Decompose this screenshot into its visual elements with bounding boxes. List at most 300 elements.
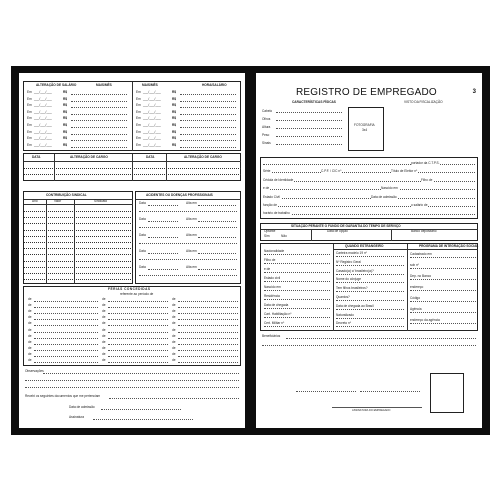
change-header: DATA	[32, 155, 41, 159]
accident-line	[198, 269, 236, 270]
vacation-row-label: de	[28, 351, 32, 356]
physical-field: Sinais	[262, 141, 271, 145]
accident-field: Data	[139, 201, 146, 205]
foreigner-mid-field: Tem filhos brasileiros?	[336, 286, 368, 291]
physical-line	[276, 128, 342, 129]
salary-row-line	[180, 107, 236, 108]
physical-line	[276, 144, 342, 145]
salary-row-currency: R$	[63, 136, 68, 141]
salary-row-line	[180, 134, 236, 135]
union-row-line	[24, 242, 133, 243]
salary-row-currency: R$	[172, 103, 177, 108]
foreigner-title: QUANDO ESTRANGEIRO	[345, 244, 384, 248]
pis-line	[410, 268, 476, 269]
accident-field: Alta em	[186, 249, 197, 253]
union-col: Sindicato	[94, 199, 108, 203]
salary-row-date: ___/___/___	[143, 96, 161, 101]
foreigner-mid-field: Quantos?	[336, 295, 350, 299]
vacation-row-label: de	[102, 358, 106, 362]
vacation-row-label: de	[172, 303, 176, 308]
vacation-line	[108, 319, 168, 320]
vacation-row-label: de	[102, 303, 106, 308]
salary-row-date: ___/___/___	[143, 103, 161, 108]
salary-section	[23, 81, 241, 151]
salary-row-prefix: Em	[27, 116, 32, 121]
personal-field: portador da C.T.P.S.	[411, 161, 440, 165]
pis-line	[410, 323, 476, 324]
foreigner-line	[336, 300, 404, 301]
salary-row-date: ___/___/___	[143, 136, 161, 141]
page-number: 3	[472, 89, 476, 95]
union-row-line	[24, 230, 133, 231]
physical-line	[276, 120, 342, 121]
union-title: CONTRIBUIÇÃO SINDICAL	[46, 193, 87, 197]
vacation-row-label: de	[102, 309, 106, 314]
left-page	[19, 73, 245, 428]
vacation-line	[108, 313, 168, 314]
accident-line	[139, 243, 237, 244]
pis-field: Código	[410, 296, 421, 300]
foreigner-line	[264, 290, 330, 291]
salary-row-date: ___/___/___	[34, 96, 52, 101]
foreigner-line	[264, 299, 330, 300]
vacation-line	[34, 313, 98, 314]
vacation-line	[108, 307, 168, 308]
foreigner-left-field: Filho de	[264, 258, 276, 262]
vacation-row-label: de	[172, 333, 176, 338]
vacation-row-label: de	[28, 297, 32, 301]
photo-box	[348, 107, 384, 151]
salary-row-currency: R$	[172, 109, 177, 114]
salary-row-line	[180, 94, 236, 95]
salary-row-prefix: Em	[136, 129, 141, 134]
vacation-line	[178, 356, 238, 357]
union-col: Ano	[32, 199, 38, 203]
personal-line	[263, 189, 475, 190]
salary-row-currency: R$	[63, 109, 68, 114]
vacation-line	[178, 332, 238, 333]
fgts-field: Banco depositário	[411, 229, 437, 233]
salary-row-prefix: Em	[27, 142, 32, 147]
salary-row-currency: R$	[172, 123, 177, 127]
union-contribution-table	[23, 191, 133, 284]
salary-row-currency: R$	[172, 129, 177, 134]
pis-title: PROGRAMA DE INTEGRAÇÃO SOCIAL	[419, 244, 479, 248]
physical-field: Olhos	[262, 117, 271, 121]
fgts-field: Data de opção	[327, 229, 348, 233]
footer-text: Recebi os seguintes documentos que me pertenciam	[25, 394, 101, 398]
salary-row-line	[71, 101, 127, 102]
foreigner-line	[264, 281, 330, 282]
vacation-row-label: de	[102, 333, 106, 338]
vacation-row-label: de	[172, 327, 176, 332]
vacation-line	[108, 338, 168, 339]
salary-row-line	[71, 120, 127, 121]
foreigner-mid-field: Data de chegada ao Brasil	[336, 303, 374, 308]
vacation-line	[34, 350, 98, 351]
foreigner-line	[336, 256, 404, 257]
pis-field: Dep. no Banco	[410, 274, 432, 278]
footer-signature: Assinatura	[69, 415, 85, 419]
union-row-line	[24, 217, 133, 218]
salary-row-prefix: Em	[27, 103, 32, 108]
right-page	[256, 73, 482, 428]
register-book	[11, 66, 490, 435]
vacation-row-label: de	[28, 333, 32, 338]
salary-row-date: ___/___/___	[143, 116, 161, 121]
vacation-row-label: de	[172, 309, 176, 314]
pis-line	[410, 301, 476, 302]
vacation-section	[23, 286, 241, 366]
union-row-line	[24, 211, 133, 212]
vacation-line	[34, 332, 98, 333]
foreigner-left-field: Cert. Militar nº	[264, 321, 285, 325]
vacation-line	[178, 344, 238, 345]
personal-field: Série	[263, 169, 271, 174]
salary-row-prefix: Em	[136, 96, 141, 101]
salary-row-date: ___/___/___	[34, 109, 52, 114]
salary-row-currency: R$	[172, 142, 177, 147]
salary-row-prefix: Em	[27, 136, 32, 141]
vacation-line	[178, 301, 238, 302]
accident-line	[139, 275, 237, 276]
salary-row-prefix: Em	[27, 96, 32, 101]
vacation-row-label: de	[102, 315, 106, 320]
vacation-subtitle: referente ao período de	[120, 292, 154, 296]
personal-line	[263, 181, 475, 182]
foreigner-left-field: Nacionalidade	[264, 249, 285, 253]
salary-row-prefix: Em	[136, 103, 141, 108]
change-header: DATA	[146, 155, 155, 159]
salary-row-prefix: Em	[27, 109, 32, 114]
foreigner-mid-field: Carteira modelo 19 nº	[336, 251, 367, 255]
personal-line	[263, 164, 475, 165]
salary-row-date: ___/___/___	[143, 129, 161, 134]
foreigner-left-field: Residência	[264, 294, 280, 298]
vacation-row-label: de	[28, 327, 32, 332]
foreigner-left-field: e de	[264, 267, 271, 271]
vacation-row-label: de	[102, 297, 106, 301]
vacation-line	[108, 301, 168, 302]
foreigner-line	[264, 263, 330, 264]
characteristics-label: CARACTERÍSTICAS FÍSICAS	[292, 100, 336, 104]
salary-row-date: ___/___/___	[34, 142, 52, 147]
salary-row-line	[71, 107, 127, 108]
pis-line	[410, 290, 476, 291]
foreigner-left-field: Data de chegada	[264, 303, 289, 307]
salary-row-prefix: Em	[136, 109, 141, 114]
salary-row-currency: R$	[63, 103, 68, 108]
foreigner-mid-field: Casado(a) c/ brasileiro(a)?	[336, 268, 374, 273]
personal-field: Data de admissão	[371, 194, 397, 199]
salary-row-currency: R$	[63, 116, 68, 121]
salary-row-prefix: Em	[136, 90, 141, 94]
salary-row-currency: R$	[172, 136, 177, 141]
salary-row-prefix: Em	[136, 142, 141, 147]
vacation-line	[108, 356, 168, 357]
accident-line	[198, 205, 236, 206]
vacation-row-label: de	[172, 321, 176, 326]
accident-line	[198, 237, 236, 238]
pis-field: Agência	[410, 307, 422, 311]
salary-row-currency: R$	[63, 90, 68, 94]
salary-row-date: ___/___/___	[34, 123, 52, 127]
foreigner-mid-field: Nome do cônjuge	[336, 277, 361, 282]
accident-field: Data	[139, 233, 146, 237]
beneficiaries-label: Beneficiários	[262, 334, 281, 338]
pis-line	[410, 312, 476, 313]
salary-col-header: MAIS/MÊS	[142, 83, 158, 87]
accident-line	[139, 259, 237, 260]
vacation-line	[34, 319, 98, 320]
vacation-row-label: de	[172, 315, 176, 320]
accident-line	[148, 237, 178, 238]
vacation-line	[34, 301, 98, 302]
salary-row-currency: R$	[172, 90, 177, 94]
accident-line	[198, 253, 236, 254]
foreigner-mid-field: Decreto nº	[336, 321, 351, 326]
foreigner-left-field: Nascido em	[264, 285, 281, 289]
salary-row-line	[71, 147, 127, 148]
vacation-line	[34, 362, 98, 363]
salary-row-date: ___/___/___	[34, 103, 52, 108]
vacation-row-label: de	[172, 339, 176, 344]
foreigner-line	[264, 254, 330, 255]
vacation-line	[108, 362, 168, 363]
salary-row-line	[71, 134, 127, 135]
vacation-row-label: de	[172, 358, 176, 362]
salary-row-date: ___/___/___	[34, 90, 52, 94]
vacation-row-label: de	[28, 345, 32, 350]
foreigner-line	[336, 326, 404, 327]
fgts-field: Não	[281, 234, 287, 238]
accident-field: Alta em	[186, 265, 197, 269]
salary-col-header: HORA/SALÁRIO	[202, 83, 227, 87]
vacation-row-label: de	[28, 321, 32, 326]
footer-date: Data de admissão	[69, 405, 95, 409]
pis-field: endereço	[410, 285, 424, 289]
salary-row-date: ___/___/___	[143, 109, 161, 114]
vacation-line	[108, 325, 168, 326]
accident-field: Alta em	[186, 233, 197, 237]
vacation-line	[178, 338, 238, 339]
fgts-field: Sim	[264, 234, 270, 238]
foreigner-line	[336, 291, 404, 292]
personal-field: Nascido em	[381, 186, 398, 191]
vacation-line	[34, 356, 98, 357]
vacation-line	[108, 332, 168, 333]
photo-size: 3x4	[362, 128, 368, 132]
vacation-row-label: de	[102, 351, 106, 356]
signature-label: ASSINATURA DO EMPREGADO	[352, 409, 391, 412]
foreigner-line	[336, 274, 404, 275]
change-header: ALTERAÇÃO DE CARGO	[184, 155, 222, 159]
salary-row-line	[180, 147, 236, 148]
foreigner-line	[336, 309, 404, 310]
salary-row-currency: R$	[63, 123, 68, 127]
vacation-line	[178, 319, 238, 320]
foreigner-line	[336, 265, 404, 266]
salary-row-line	[71, 94, 127, 95]
vacation-row-label: de	[28, 358, 32, 362]
union-row-line	[24, 273, 133, 274]
salary-row-date: ___/___/___	[143, 123, 161, 127]
pis-field: sob nº	[410, 263, 419, 267]
personal-line	[263, 214, 475, 215]
physical-line	[276, 112, 342, 113]
vacation-line	[108, 350, 168, 351]
foreigner-line	[336, 318, 404, 319]
salary-row-prefix: Em	[136, 136, 141, 141]
vacation-row-label: de	[172, 297, 176, 301]
observations-label: Observações	[25, 369, 44, 373]
page-title: REGISTRO DE EMPREGADO	[296, 87, 437, 98]
vacation-line	[34, 307, 98, 308]
vacation-line	[108, 344, 168, 345]
vacation-line	[34, 325, 98, 326]
salary-row-line	[180, 101, 236, 102]
union-row-line	[24, 254, 133, 255]
accidents-section	[135, 191, 241, 284]
salary-col-header: MAIS/MÊS	[96, 83, 112, 87]
accident-field: Data	[139, 249, 146, 253]
foreigner-line	[336, 282, 404, 283]
fgts-title: SITUAÇÃO PERANTE O FUNDO DE GARANTIA DO TEMPO DE SERVIÇO	[291, 224, 401, 228]
personal-field: Título de Eleitor nº	[391, 169, 418, 174]
salary-row-prefix: Em	[27, 90, 32, 94]
vacation-row-label: de	[28, 309, 32, 314]
vacation-row-label: de	[102, 321, 106, 326]
foreigner-line	[264, 326, 330, 327]
accident-line	[148, 205, 178, 206]
accident-field: Data	[139, 265, 146, 269]
salary-row-prefix: Em	[27, 129, 32, 134]
salary-row-line	[71, 127, 127, 128]
salary-row-line	[180, 120, 236, 121]
foreigner-mid-field: Nº Registro Geral	[336, 259, 361, 264]
accident-field: Alta em	[186, 201, 197, 205]
union-row-line	[24, 248, 133, 249]
personal-field: o salário de	[411, 203, 428, 207]
union-row-line	[24, 279, 133, 280]
personal-field: Filho de	[421, 177, 433, 182]
accident-line	[139, 227, 237, 228]
vacation-line	[178, 313, 238, 314]
vacation-row-label: de	[28, 303, 32, 308]
accidents-title: ACIDENTES OU DOENÇAS PROFISSIONAIS	[146, 193, 213, 197]
vacation-line	[178, 350, 238, 351]
vacation-row-label: de	[102, 339, 106, 344]
accident-line	[148, 253, 178, 254]
personal-field: Cédula de Identidade	[263, 177, 294, 182]
vacation-row-label: de	[28, 339, 32, 344]
change-header: ALTERAÇÃO DE CARGO	[70, 155, 108, 159]
physical-field: Altura	[262, 125, 271, 129]
union-row-line	[24, 261, 133, 262]
salary-title: ALTERAÇÃO DE SALÁRIO	[36, 83, 77, 87]
fgts-field: Optante	[264, 229, 276, 233]
salary-row-line	[71, 114, 127, 115]
role-change-table	[23, 153, 241, 181]
salary-row-date: ___/___/___	[34, 129, 52, 134]
foreigner-mid-field: Naturalizado	[336, 312, 354, 317]
union-row-line	[24, 267, 133, 268]
pis-line	[410, 279, 476, 280]
physical-line	[276, 136, 342, 137]
salary-row-date: ___/___/___	[143, 90, 161, 94]
thumbprint-box	[430, 373, 464, 413]
vacation-line	[34, 338, 98, 339]
union-col: Valor	[54, 199, 62, 203]
union-row-line	[24, 223, 133, 224]
accident-field: Data	[139, 217, 146, 221]
physical-field: Peso	[262, 133, 270, 137]
pis-field: Cadastrado em	[410, 252, 432, 256]
personal-line	[263, 206, 475, 207]
personal-field: e de	[263, 186, 270, 191]
foreigner-section	[260, 243, 478, 331]
personal-info	[260, 157, 478, 219]
accident-line	[148, 221, 178, 222]
foreigner-line	[264, 308, 330, 309]
salary-row-prefix: Em	[27, 123, 32, 127]
vacation-row-label: de	[172, 351, 176, 356]
salary-row-line	[180, 127, 236, 128]
personal-field: função de	[263, 203, 278, 207]
personal-field: Estado Civil	[263, 194, 280, 199]
salary-row-date: ___/___/___	[143, 142, 161, 147]
salary-row-line	[71, 140, 127, 141]
accident-line	[148, 269, 178, 270]
personal-line	[263, 198, 475, 199]
personal-field: horário de trabalho	[263, 211, 290, 216]
salary-row-currency: R$	[63, 142, 68, 147]
vacation-line	[178, 325, 238, 326]
personal-line	[263, 172, 475, 173]
personal-field: C.P.F. / CIC nº	[321, 169, 342, 174]
salary-row-line	[180, 140, 236, 141]
salary-row-currency: R$	[172, 96, 177, 101]
registration-label: VISTO DA FISCALIZAÇÃO	[404, 100, 443, 104]
vacation-title: FÉRIAS CONCEDIDAS	[108, 287, 151, 291]
salary-row-prefix: Em	[136, 123, 141, 127]
vacation-row-label: de	[172, 345, 176, 350]
vacation-row-label: de	[28, 315, 32, 320]
fgts-section	[260, 223, 478, 241]
vacation-line	[178, 362, 238, 363]
foreigner-left-field: Cart. Habilitação nº	[264, 312, 292, 316]
salary-row-date: ___/___/___	[34, 136, 52, 141]
salary-row-line	[180, 114, 236, 115]
salary-row-currency: R$	[63, 129, 68, 134]
salary-row-currency: R$	[172, 116, 177, 121]
vacation-row-label: de	[102, 345, 106, 350]
accident-line	[198, 221, 236, 222]
salary-row-currency: R$	[63, 96, 68, 101]
foreigner-left-field: Estado civil	[264, 276, 281, 280]
accident-field: Alta em	[186, 217, 197, 221]
pis-line	[410, 257, 476, 258]
foreigner-line	[264, 272, 330, 273]
pis-field: endereço da agência	[410, 318, 440, 322]
salary-row-prefix: Em	[136, 116, 141, 121]
foreigner-line	[264, 317, 330, 318]
divider	[132, 82, 133, 151]
physical-field: Cabelo	[262, 109, 273, 113]
accident-line	[139, 211, 237, 212]
vacation-line	[178, 307, 238, 308]
vacation-line	[34, 344, 98, 345]
